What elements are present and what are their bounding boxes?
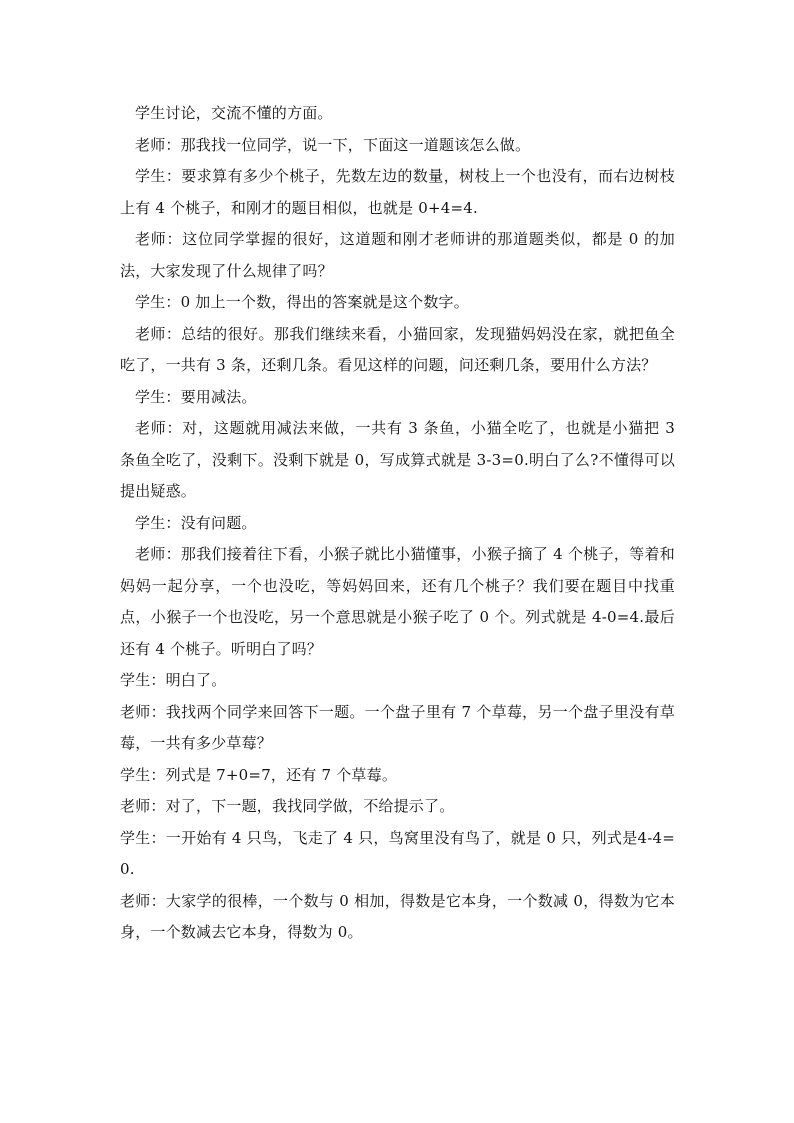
paragraph-4: 老师：这位同学掌握的很好，这道题和刚才老师讲的那道题类似，都是 0 的加法，大家发现了什么规律了吗？: [120, 230, 675, 280]
paragraph-16: 老师：大家学的很棒，一个数与 0 相加，得数是它本身，一个数减 0，得数为它本身，一个数减去它本身，得数为 0。: [120, 891, 675, 941]
paragraph-9: 学生：没有问题。: [135, 513, 257, 532]
paragraph-15: 学生：一开始有 4 只鸟，飞走了 4 只，鸟窝里没有鸟了，就是 0 只，列式是4-4=0.: [120, 828, 675, 878]
paragraph-2: 老师：那我找一位同学，说一下，下面这一道题该怎么做。: [135, 135, 531, 154]
paragraph-11: 学生：明白了。: [120, 671, 227, 689]
paragraph-12: 老师：我找两个同学来回答下一题。一个盘子里有 7 个草莓，另一个盘子里没有草莓，一共有多少草莓？: [120, 702, 675, 752]
paragraph-1: 学生讨论，交流不懂的方面。: [135, 104, 333, 122]
paragraph-6: 老师：总结的很好。那我们继续来看，小猫回家，发现猫妈妈没在家，就把鱼全吃了，一共有 3 条，还剩几条。看见这样的问题，问还剩几条，要用什么方法？: [120, 324, 675, 374]
paragraph-13: 学生：列式是 7+0=7，还有 7 个草莓。: [120, 765, 398, 784]
paragraph-5: 学生：0 加上一个数，得出的答案就是这个数字。: [135, 293, 469, 311]
document-body: [120, 98, 675, 949]
paragraph-10: 老师：那我们接着往下看，小猴子就比小猫懂事，小猴子摘了 4 个桃子，等着和妈妈一起分享，一个也没吃，等妈妈回来，还有几个桃子？我们要在题目中找重点，小猴子一个也没吃，另一个意思就是小猴子吃了 0 个。列式就是 4-0=4.最后还有 4 个桃子。听明白了吗？: [120, 545, 675, 658]
paragraph-7: 学生：要用减法。: [135, 387, 257, 406]
paragraph-8: 老师：对，这题就用减法来做，一共有 3 条鱼，小猫全吃了，也就是小猫把 3 条鱼全吃了，没剩下。没剩下就是 0，写成算式就是 3-3=0.明白了么?不懂得可以提出疑惑。: [120, 419, 675, 500]
paragraph-14: 老师：对了，下一题，我找同学做，不给提示了。: [120, 797, 455, 815]
paragraph-3: 学生：要求算有多少个桃子，先数左边的数量，树枝上一个也没有，而右边树枝上有 4 个桃子，和刚才的题目相似，也就是 0+4=4.: [120, 167, 675, 217]
